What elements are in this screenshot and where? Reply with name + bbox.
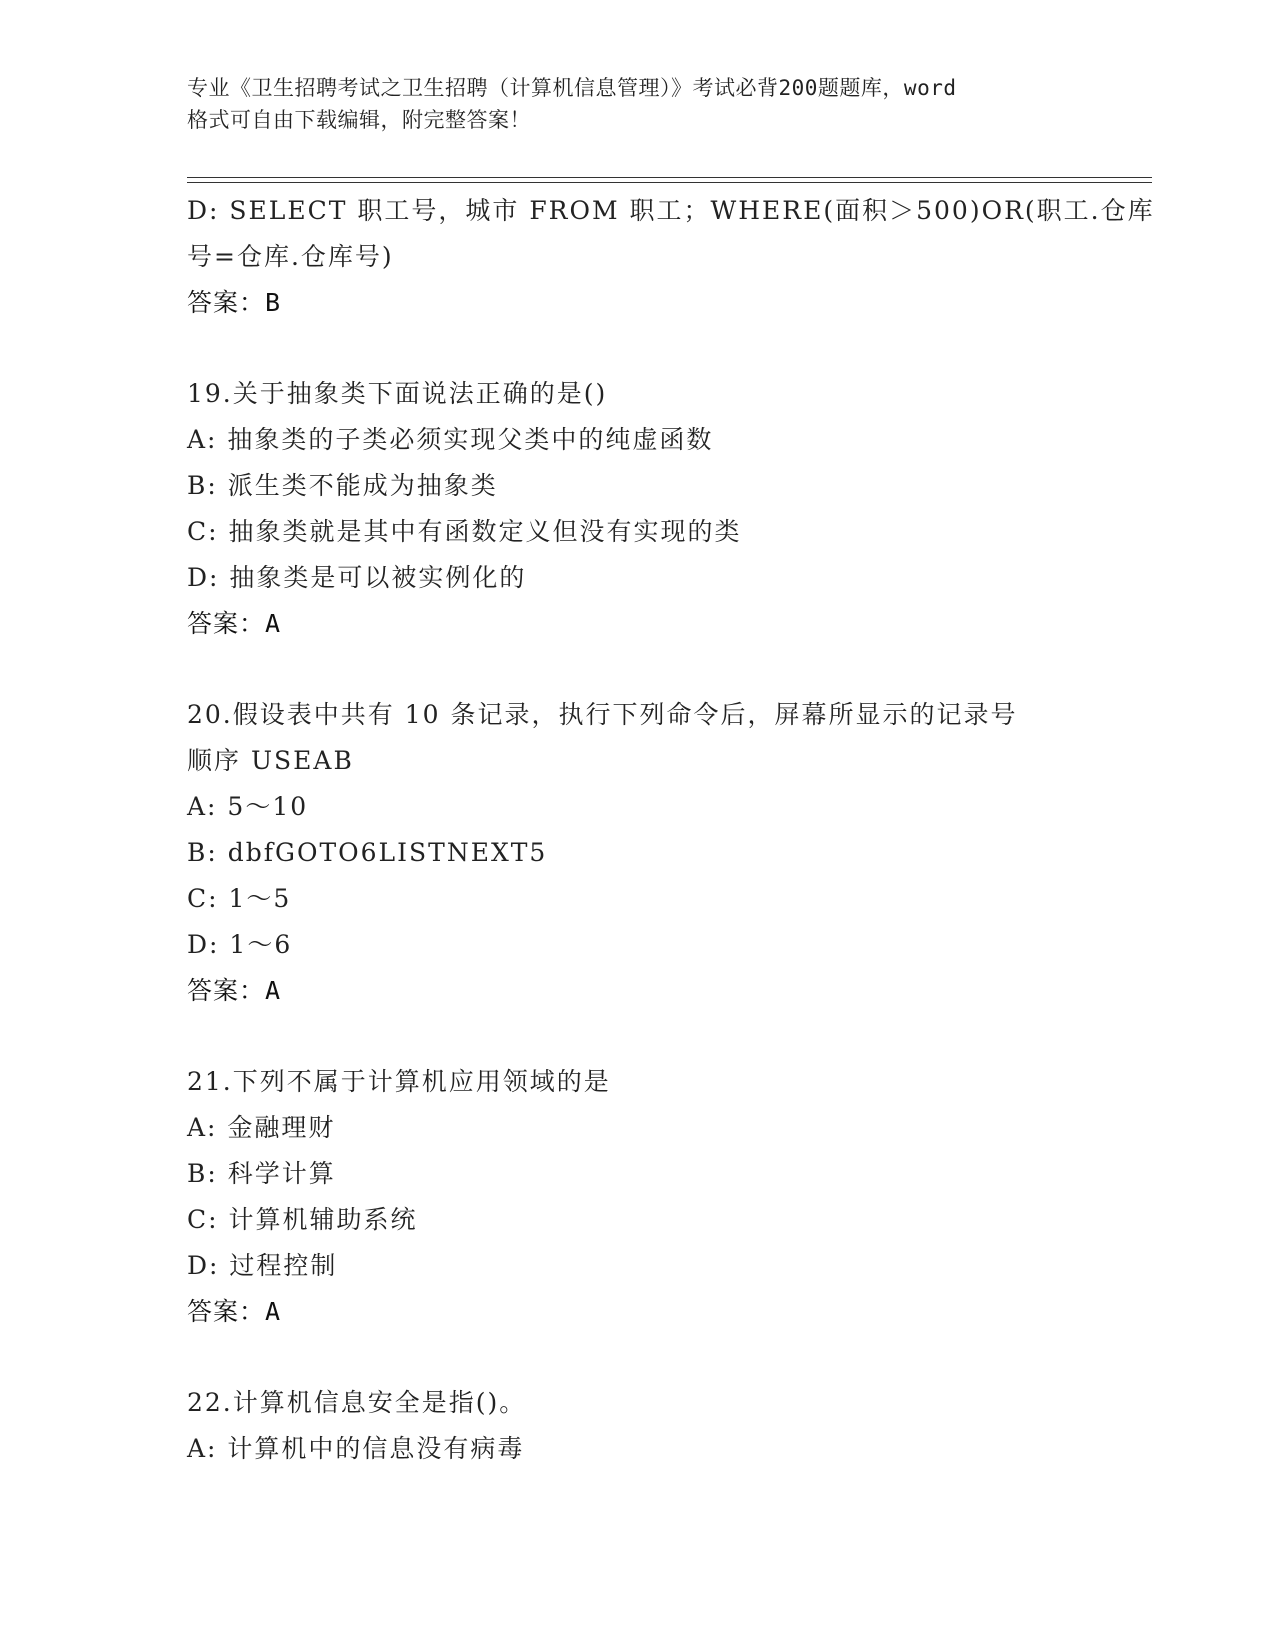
option-d: D: 过程控制 xyxy=(187,1251,338,1280)
answer-line: 答案：A xyxy=(187,976,282,1005)
option-b: B: 科学计算 xyxy=(187,1159,336,1188)
question-22 xyxy=(187,1380,1107,1472)
option-a: A: 5～10 xyxy=(187,792,309,821)
spacer xyxy=(187,647,1107,692)
spacer xyxy=(187,1335,1107,1380)
spacer xyxy=(187,1014,1107,1059)
question-stem: 19.关于抽象类下面说法正确的是() xyxy=(187,379,608,408)
header-divider-bottom xyxy=(187,182,1152,183)
option-c: C: 1～5 xyxy=(187,884,292,913)
question-19 xyxy=(187,371,1107,647)
option-d: D: 1～6 xyxy=(187,930,293,959)
continued-question xyxy=(187,188,1155,326)
question-20 xyxy=(187,692,1107,1014)
question-stem: 21.下列不属于计算机应用领域的是 xyxy=(187,1067,611,1096)
option-c: C: 计算机辅助系统 xyxy=(187,1205,418,1234)
option-d: D: 抽象类是可以被实例化的 xyxy=(187,563,527,592)
question-list xyxy=(187,188,1155,1472)
question-stem-line-2: 顺序 USEAB xyxy=(187,746,354,775)
option-b: B: 派生类不能成为抽象类 xyxy=(187,471,498,500)
option-a: A: 抽象类的子类必须实现父类中的纯虚函数 xyxy=(187,425,714,454)
option-d-line-1: D: SELECT 职工号，城市 FROM 职工；WHERE(面积＞500)OR(职工.仓库 xyxy=(187,196,1155,225)
answer-line: 答案：A xyxy=(187,609,282,638)
spacer xyxy=(187,326,1107,371)
question-stem: 22.计算机信息安全是指()。 xyxy=(187,1388,527,1417)
answer-line: 答案：A xyxy=(187,1297,282,1326)
option-d-line-2: 号=仓库.仓库号) xyxy=(187,242,394,271)
option-a: A: 金融理财 xyxy=(187,1113,336,1142)
option-b: B: dbfGOTO6LISTNEXT5 xyxy=(187,838,548,867)
question-stem-line-1: 20.假设表中共有 10 条记录，执行下列命令后，屏幕所显示的记录号 xyxy=(187,700,1018,729)
document-header xyxy=(187,72,1087,136)
header-line-2: 格式可自由下载编辑，附完整答案！ xyxy=(187,108,531,132)
header-divider-top xyxy=(187,177,1152,178)
answer-line: 答案：B xyxy=(187,288,282,317)
question-21 xyxy=(187,1059,1107,1335)
option-a: A: 计算机中的信息没有病毒 xyxy=(187,1434,525,1463)
header-line-1: 专业《卫生招聘考试之卫生招聘（计算机信息管理）》考试必背200题题库，word xyxy=(187,76,957,100)
option-c: C: 抽象类就是其中有函数定义但没有实现的类 xyxy=(187,517,742,546)
